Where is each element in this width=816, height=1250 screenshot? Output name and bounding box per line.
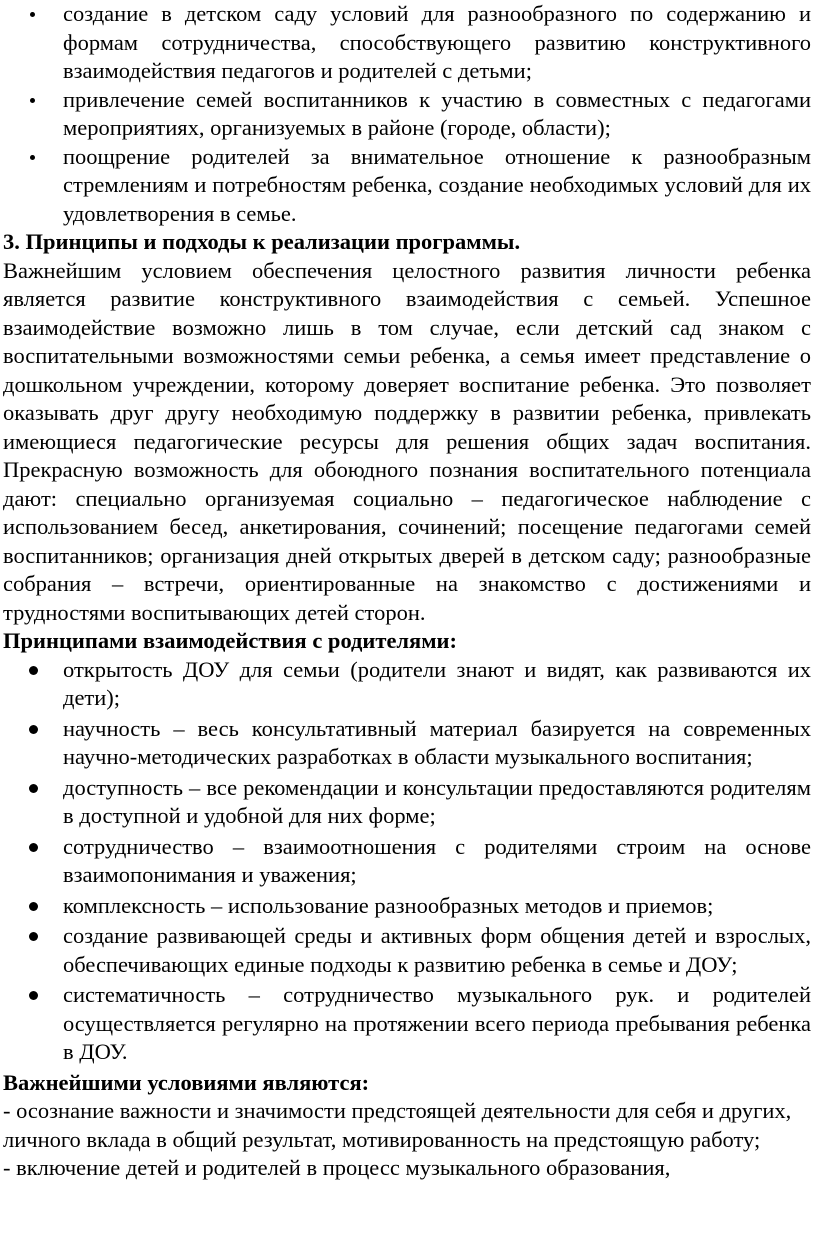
document-page bbox=[3, 0, 811, 1183]
list-item bbox=[3, 0, 811, 86]
list-item bbox=[3, 656, 811, 713]
condition-line: - включение детей и родителей в процесс музыкального образования, bbox=[3, 1155, 671, 1180]
list-item bbox=[3, 143, 811, 229]
bullet-icon bbox=[29, 902, 38, 911]
condition-line: - осознание важности и значимости предстоящей деятельности для себя и других, личного вклада в общий результат, мотивированность на предстоящую работу; bbox=[3, 1098, 792, 1152]
list-item-text: поощрение родителей за внимательное отношение к разнообразным стремлениям и потребностям ребенка, создание необходимых условий для их удовлетворения в семье. bbox=[63, 143, 811, 226]
principles-list bbox=[3, 656, 811, 1067]
list-item-text: открытость ДОУ для семьи (родители знают и видят, как развиваются их дети); bbox=[63, 656, 811, 710]
list-item-text: сотрудничество – взаимоотношения с родителями строим на основе взаимопонимания и уважения; bbox=[63, 833, 811, 887]
list-item-text: создание развивающей среды и активных форм общения детей и взрослых, обеспечивающих единые подходы к развитию ребенка в семье и ДОУ; bbox=[63, 923, 811, 977]
list-item bbox=[3, 922, 811, 979]
list-item-text: комплексность – использование разнообразных методов и приемов; bbox=[63, 892, 714, 918]
bullet-icon bbox=[29, 843, 38, 852]
section-3-paragraph: Важнейшим условием обеспечения целостного развития личности ребенка является развитие конструктивного взаимодействия с семьей. Успешное взаимодействие возможно лишь в том случае, если детский сад знаком с воспитательными возможностями семьи ребенка, а семья имеет представление о дошкольном учреждении, которому доверяет воспитание ребенка. Это позволяет оказывать друг другу необходимую поддержку в развитии ребенка, привлекать имеющиеся педагогические ресурсы для решения общих задач воспитания. Прекрасную возможность для обоюдного познания воспитательного потенциала дают: специально организуемая социально – педагогическое наблюдение с использованием бесед, анкетирования, сочинений; посещение педагогами семей воспитанников; организация дней открытых дверей в детском саду; разнообразные собрания – встречи, ориентированные на знакомство с достижениями и трудностями воспитывающих детей сторон. bbox=[3, 257, 811, 625]
bullet-icon bbox=[30, 98, 35, 103]
bullet-icon bbox=[30, 155, 35, 160]
conditions-heading: Важнейшими условиями являются: bbox=[3, 1069, 370, 1095]
bullet-icon bbox=[29, 932, 38, 941]
bullet-icon bbox=[29, 784, 38, 793]
bullet-icon bbox=[30, 12, 35, 17]
bullet-icon bbox=[29, 725, 38, 734]
bullet-icon bbox=[29, 666, 38, 675]
list-item-text: доступность – все рекомендации и консультации предоставляются родителям в доступной и удобной для них форме; bbox=[63, 774, 811, 828]
list-item bbox=[3, 833, 811, 890]
list-item bbox=[3, 774, 811, 831]
list-item-text: привлечение семей воспитанников к участию в совместных с педагогами мероприятиях, организуемых в районе (городе, области); bbox=[63, 86, 811, 140]
list-item-text: систематичность – сотрудничество музыкального рук. и родителей осуществляется регулярно на протяжении всего периода пребывания ребенка в ДОУ. bbox=[63, 982, 811, 1064]
list-item bbox=[3, 981, 811, 1067]
list-item-text: научность – весь консультативный материал базируется на современных научно-методических разработках в области музыкального воспитания; bbox=[63, 715, 811, 769]
intro-bullet-list bbox=[3, 0, 811, 228]
bullet-icon bbox=[29, 991, 38, 1000]
list-item bbox=[3, 86, 811, 143]
list-item-text: создание в детском саду условий для разнообразного по содержанию и формам сотрудничества, способствующего развитию конструктивного взаимодействия педагогов и родителей с детьми; bbox=[63, 1, 811, 83]
section-3-heading: 3. Принципы и подходы к реализации программы. bbox=[3, 229, 521, 254]
list-item bbox=[3, 715, 811, 772]
principles-heading: Принципами взаимодействия с родителями: bbox=[3, 628, 458, 653]
list-item bbox=[3, 892, 811, 921]
